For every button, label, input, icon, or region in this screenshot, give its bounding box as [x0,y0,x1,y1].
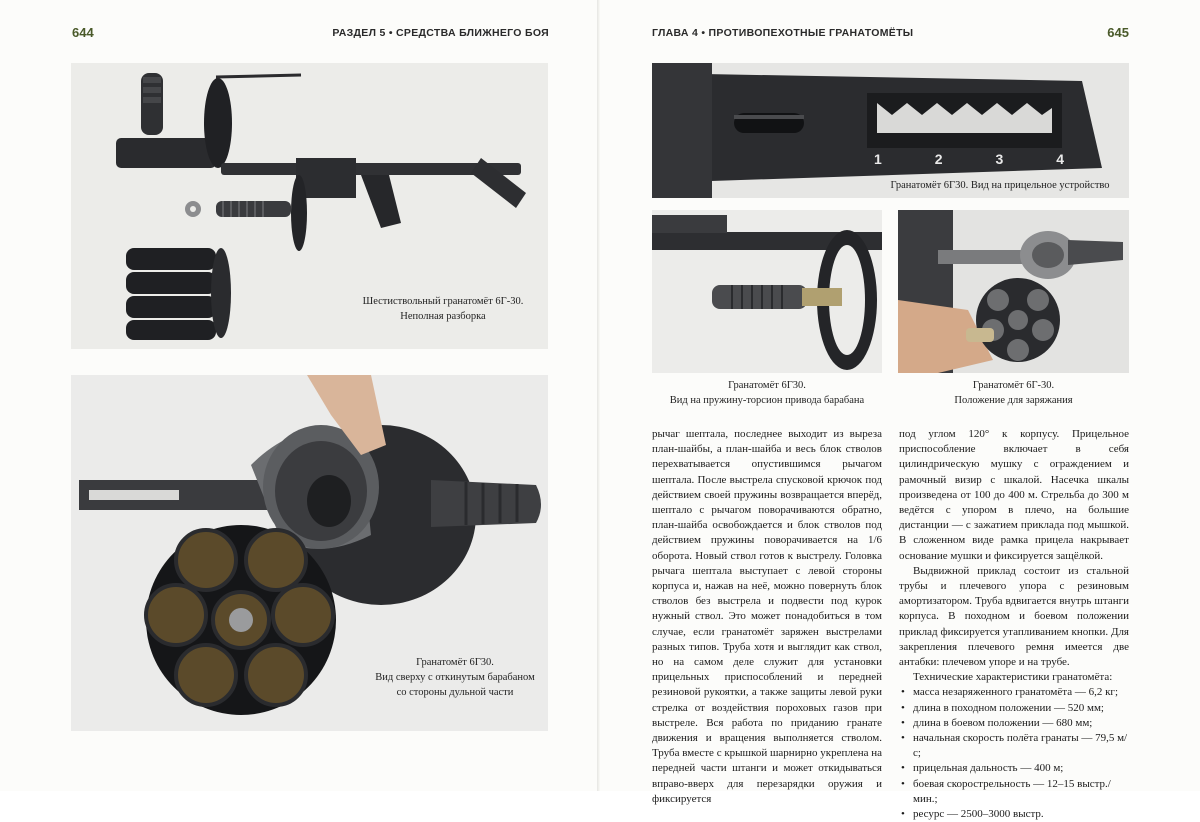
sight-number: 4 [1056,151,1064,167]
disassembly-caption-line: Шестиствольный гранатомёт 6Г-30. [362,296,524,307]
right-page [600,0,1200,821]
left-page-number: 644 [72,25,94,40]
spec-item: • начальная скорость полёта гранаты — 79,5 м/с; [899,731,1129,761]
top-view-caption-line: со стороны дульной части [396,687,514,698]
specs-heading: Технические характеристики гранатомёта: [913,671,1113,684]
loading-illustration [898,210,1129,373]
spec-item: • боевая скорострельность — 12–15 выстр./мин.; [899,777,1129,807]
spec-item: • масса незаряженного гранатомёта — 6,2 кг; [899,685,1129,700]
top-view-caption-line: Гранатомёт 6Г30. [416,657,494,668]
disassembly-caption [353,294,533,324]
right-page-number: 645 [1107,25,1129,40]
top-view-caption [360,655,548,700]
top-view-photo [71,375,548,731]
left-page [0,0,600,791]
left-running-header: РАЗДЕЛ 5 • СРЕДСТВА БЛИЖНЕГО БОЯ [332,27,549,39]
sight-caption: Гранатомёт 6Г30. Вид на прицельное устройство [890,180,1110,191]
loading-caption [898,378,1129,408]
spec-item: • длина в боевом положении — 680 мм; [899,716,1129,731]
loading-caption-line: Гранатомёт 6Г-30. [972,380,1055,391]
sight-number: 1 [874,151,882,167]
spec-item: • прицельная дальность — 400 м; [899,761,1129,776]
spring-caption-line: Гранатомёт 6Г30. [728,380,806,391]
spring-caption-line: Вид на пружину-торсион привода барабана [669,395,865,406]
text-column-2 [899,427,1129,822]
right-running-header: ГЛАВА 4 • ПРОТИВОПЕХОТНЫЕ ГРАНАТОМЁТЫ [652,27,914,39]
text-column-1 [652,427,882,807]
spec-item: • длина в походном положении — 520 мм; [899,701,1129,716]
sight-scale-numbers [874,151,1064,167]
spec-item: • ресурс — 2500–3000 выстр. [899,807,1129,822]
body-paragraph: Выдвижной приклад состоит из стальной трубы и плечевого упора с резиновым амортизатором. Труба вдвигается внутрь штанги корпуса. В походном и боевом положении приклад фиксируется утапливанием кнопки. Для закрепления плечевого ремня имеется две антабки: плечевом упоре и на трубе. [899,564,1129,669]
spring-caption [652,378,882,408]
loading-photo [898,210,1129,373]
sight-number: 2 [934,151,943,167]
top-view-caption-line: Вид сверху с откинутым барабаном [375,672,535,683]
specs-list [899,685,1129,822]
disassembly-caption-line: Неполная разборка [400,311,486,322]
spring-illustration [652,210,882,373]
body-paragraph: под углом 120° к корпусу. Прицельное приспособление включает в себя цилиндрическую мушку с ограждением и рамочный визир с шкалой. Насечка шкалы произведена от 100 до 400 м. Стрельба до 300 м ведётся с упором в плечо, на большие дистанции — с зажатием приклада под мышкой. В сложенном виде рамка прицела накрывает основание мушки и фиксируется защёлкой. [899,428,1129,562]
body-paragraph: рычаг шептала, последнее выходит из выреза план-шайбы, а план-шайба и весь блок стволов перехватывается опустившимся рычагом шептала. После выстрела спусковой крючок под действием своей пружины возвращается вперёд, шептало с рычагом поворачиваются обратно, план-шайба освобождается и блок стволов под действием пружины поворачивается на 1/6 оборота. Новый ствол готов к выстрелу. Головка рычага шептала выступает с левой стороны корпуса и, нажав на неё, можно повернуть блок стволов без выстрела и подвести под курок нужный ствол. Это может понадобиться в том случае, если гранатомёт заряжен выстрелами разных типов. Труба хотя и выглядит как ствол, но на самом деле служит для установки прицельных приспособлений и передней резиновой рукоятки, а также защиты левой руки стрелка от воздействия пороховых газов при выстреле. Вся работа по приданию гранате движения и вращения выполняется стволом. Труба вместе с крышкой шарнирно укреплена на передней части штанги и может откидываться вправо-вверх для перезарядки оружия и фиксируется [652,428,882,805]
loading-caption-line: Положение для заряжания [954,395,1073,406]
disassembly-photo [71,63,548,349]
sight-number: 3 [995,151,1004,167]
spring-photo [652,210,882,373]
